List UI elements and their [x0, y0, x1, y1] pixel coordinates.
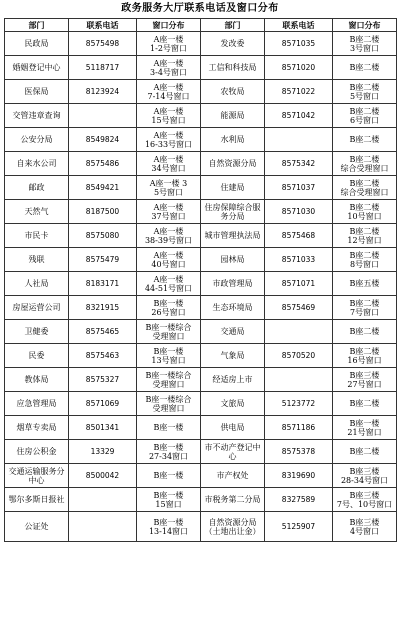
- window-cell-left: B座一楼 26号窗口: [137, 296, 201, 320]
- dept-cell-right: 市不动产登记中心: [201, 440, 265, 464]
- dept-cell-right: 生态环境局: [201, 296, 265, 320]
- window-cell-right: B座二楼 综合受理窗口: [333, 152, 397, 176]
- phone-cell-right: [265, 368, 333, 392]
- phone-cell-left: 8500042: [69, 464, 137, 488]
- window-cell-left: A座一楼 34号窗口: [137, 152, 201, 176]
- dept-cell-right: 文旅局: [201, 392, 265, 416]
- window-cell-right: B座二楼 8号窗口: [333, 248, 397, 272]
- dept-cell-right: 经适房上市: [201, 368, 265, 392]
- window-cell-right: B座五楼: [333, 272, 397, 296]
- table-row: [5, 368, 397, 392]
- dept-cell-right: 供电局: [201, 416, 265, 440]
- window-cell-left: B座一楼综合 受理窗口: [137, 320, 201, 344]
- phone-cell-left: 8123924: [69, 80, 137, 104]
- window-cell-right: B座三楼 4号窗口: [333, 512, 397, 542]
- dept-cell-right: 自然资源分局: [201, 152, 265, 176]
- table-body: [5, 32, 397, 542]
- table-row: [5, 176, 397, 200]
- window-cell-right: B座二楼 10号窗口: [333, 200, 397, 224]
- header-row: [5, 19, 397, 32]
- phone-cell-right: 8571037: [265, 176, 333, 200]
- table-row: [5, 200, 397, 224]
- phone-cell-right: 5123772: [265, 392, 333, 416]
- table-row: [5, 80, 397, 104]
- phone-cell-left: 8183171: [69, 272, 137, 296]
- window-cell-left: A座一楼 38-39号窗口: [137, 224, 201, 248]
- window-cell-left: A座一楼 44-51号窗口: [137, 272, 201, 296]
- dept-cell-right: 水利局: [201, 128, 265, 152]
- dept-cell-right: 市税务第二分局: [201, 488, 265, 512]
- dept-cell-right: 市产权处: [201, 464, 265, 488]
- window-cell-right: B座一楼 21号窗口: [333, 416, 397, 440]
- phone-cell-left: 8549824: [69, 128, 137, 152]
- window-cell-right: B座二楼: [333, 440, 397, 464]
- window-cell-left: B座一楼综合 受理窗口: [137, 392, 201, 416]
- window-cell-right: B座二楼: [333, 320, 397, 344]
- window-cell-right: B座二楼 综合受理窗口: [333, 176, 397, 200]
- dept-cell-left: 人社局: [5, 272, 69, 296]
- window-cell-left: B座一楼 15窗口: [137, 488, 201, 512]
- window-cell-left: B座一楼: [137, 464, 201, 488]
- window-cell-left: A座一楼 3 5号窗口: [137, 176, 201, 200]
- dept-cell-left: 交通运输服务分中心: [5, 464, 69, 488]
- phone-cell-left: 8575327: [69, 368, 137, 392]
- phone-cell-right: 8571020: [265, 56, 333, 80]
- dept-cell-left: 卫健委: [5, 320, 69, 344]
- page-title: 政务服务大厅联系电话及窗口分布: [121, 3, 279, 14]
- phone-cell-right: [265, 128, 333, 152]
- window-cell-right: B座二楼 16号窗口: [333, 344, 397, 368]
- table-row: [5, 488, 397, 512]
- window-cell-right: B座二楼 7号窗口: [333, 296, 397, 320]
- table-row: [5, 344, 397, 368]
- window-cell-right: B座二楼: [333, 392, 397, 416]
- phone-cell-right: [265, 320, 333, 344]
- phone-cell-right: 8571035: [265, 32, 333, 56]
- window-cell-left: B座一楼 13-14窗口: [137, 512, 201, 542]
- phone-cell-left: 8187500: [69, 200, 137, 224]
- phone-cell-left: [69, 488, 137, 512]
- window-cell-right: B座二楼 5号窗口: [333, 80, 397, 104]
- phone-cell-right: 8571042: [265, 104, 333, 128]
- phone-cell-left: 8575498: [69, 32, 137, 56]
- phone-cell-left: 8571069: [69, 392, 137, 416]
- dept-cell-right: 发改委: [201, 32, 265, 56]
- phone-cell-right: 8571033: [265, 248, 333, 272]
- table-row: [5, 416, 397, 440]
- table-row: [5, 272, 397, 296]
- window-cell-right: B座二楼 6号窗口: [333, 104, 397, 128]
- window-cell-left: B座一楼综合 受理窗口: [137, 368, 201, 392]
- table-row: [5, 512, 397, 542]
- header-dept-right: 部门: [201, 19, 265, 32]
- phone-cell-right: 8571030: [265, 200, 333, 224]
- phone-cell-left: 8575080: [69, 224, 137, 248]
- table-row: [5, 392, 397, 416]
- phone-cell-left: [69, 104, 137, 128]
- window-cell-left: A座一楼 16-33号窗口: [137, 128, 201, 152]
- window-cell-right: B座二楼: [333, 128, 397, 152]
- phone-cell-right: 8571071: [265, 272, 333, 296]
- table-row: [5, 320, 397, 344]
- header-window-right: 窗口分布: [333, 19, 397, 32]
- phone-cell-right: 8570520: [265, 344, 333, 368]
- window-cell-right: B座三楼 28-34号窗口: [333, 464, 397, 488]
- table-row: [5, 128, 397, 152]
- phone-cell-left: [69, 512, 137, 542]
- dept-cell-right: 住建局: [201, 176, 265, 200]
- table-row: [5, 248, 397, 272]
- phone-cell-right: 8575342: [265, 152, 333, 176]
- phone-cell-right: 8571186: [265, 416, 333, 440]
- dept-cell-right: 园林局: [201, 248, 265, 272]
- header-phone-right: 联系电话: [265, 19, 333, 32]
- window-cell-left: A座一楼 40号窗口: [137, 248, 201, 272]
- dept-cell-right: 工信和科技局: [201, 56, 265, 80]
- phone-cell-left: 8575486: [69, 152, 137, 176]
- window-cell-left: B座一楼: [137, 416, 201, 440]
- contact-table: [4, 18, 397, 542]
- window-cell-right: B座二楼: [333, 56, 397, 80]
- table-row: [5, 32, 397, 56]
- dept-cell-right: 气象局: [201, 344, 265, 368]
- phone-cell-left: 8575479: [69, 248, 137, 272]
- window-cell-right: B座三楼 27号窗口: [333, 368, 397, 392]
- dept-cell-right: 农牧局: [201, 80, 265, 104]
- phone-cell-left: 8549421: [69, 176, 137, 200]
- dept-cell-left: 市民卡: [5, 224, 69, 248]
- dept-cell-left: 残联: [5, 248, 69, 272]
- phone-cell-right: 8575378: [265, 440, 333, 464]
- dept-cell-left: 婚姻登记中心: [5, 56, 69, 80]
- dept-cell-left: 房屋运营公司: [5, 296, 69, 320]
- phone-cell-left: 8501341: [69, 416, 137, 440]
- dept-cell-right: 市政管理局: [201, 272, 265, 296]
- table-row: [5, 152, 397, 176]
- phone-cell-left: 5118717: [69, 56, 137, 80]
- dept-cell-left: 天然气: [5, 200, 69, 224]
- dept-cell-left: 烟草专卖局: [5, 416, 69, 440]
- dept-cell-right: 交通局: [201, 320, 265, 344]
- window-cell-right: B座二楼 3号窗口: [333, 32, 397, 56]
- window-cell-left: A座一楼 3-4号窗口: [137, 56, 201, 80]
- dept-cell-left: 鄂尔多斯日报社: [5, 488, 69, 512]
- dept-cell-left: 自来水公司: [5, 152, 69, 176]
- dept-cell-left: 应急管理局: [5, 392, 69, 416]
- phone-cell-left: 8575465: [69, 320, 137, 344]
- window-cell-right: B座三楼 7号、10号窗口: [333, 488, 397, 512]
- phone-cell-right: 8575469: [265, 296, 333, 320]
- dept-cell-left: 交管违章查询: [5, 104, 69, 128]
- dept-cell-left: 公安分局: [5, 128, 69, 152]
- phone-cell-right: 8319690: [265, 464, 333, 488]
- phone-cell-left: 8321915: [69, 296, 137, 320]
- window-cell-left: A座一楼 37号窗口: [137, 200, 201, 224]
- window-cell-left: B座一楼 27-34窗口: [137, 440, 201, 464]
- table-row: [5, 56, 397, 80]
- header-phone-left: 联系电话: [69, 19, 137, 32]
- window-cell-left: A座一楼 7-14号窗口: [137, 80, 201, 104]
- phone-cell-right: 5125907: [265, 512, 333, 542]
- dept-cell-left: 民政局: [5, 32, 69, 56]
- dept-cell-left: 邮政: [5, 176, 69, 200]
- dept-cell-right: 住房保障综合服务分局: [201, 200, 265, 224]
- header-dept-left: 部门: [5, 19, 69, 32]
- dept-cell-left: 公证处: [5, 512, 69, 542]
- dept-cell-left: 住房公积金: [5, 440, 69, 464]
- phone-cell-right: 8571022: [265, 80, 333, 104]
- dept-cell-right: 城市管理执法局: [201, 224, 265, 248]
- window-cell-left: B座一楼 13号窗口: [137, 344, 201, 368]
- dept-cell-left: 医保局: [5, 80, 69, 104]
- dept-cell-left: 教体局: [5, 368, 69, 392]
- window-cell-left: A座一楼 15号窗口: [137, 104, 201, 128]
- dept-cell-right: 能源局: [201, 104, 265, 128]
- phone-cell-left: 13329: [69, 440, 137, 464]
- window-cell-left: A座一楼 1-2号窗口: [137, 32, 201, 56]
- table-row: [5, 104, 397, 128]
- phone-cell-left: 8575463: [69, 344, 137, 368]
- dept-cell-right: 自然资源分局（土地出让金）: [201, 512, 265, 542]
- table-row: [5, 464, 397, 488]
- table-row: [5, 440, 397, 464]
- header-window-left: 窗口分布: [137, 19, 201, 32]
- table-row: [5, 296, 397, 320]
- dept-cell-left: 民委: [5, 344, 69, 368]
- table-row: [5, 224, 397, 248]
- phone-cell-right: 8327589: [265, 488, 333, 512]
- window-cell-right: B座二楼 12号窗口: [333, 224, 397, 248]
- phone-cell-right: 8575468: [265, 224, 333, 248]
